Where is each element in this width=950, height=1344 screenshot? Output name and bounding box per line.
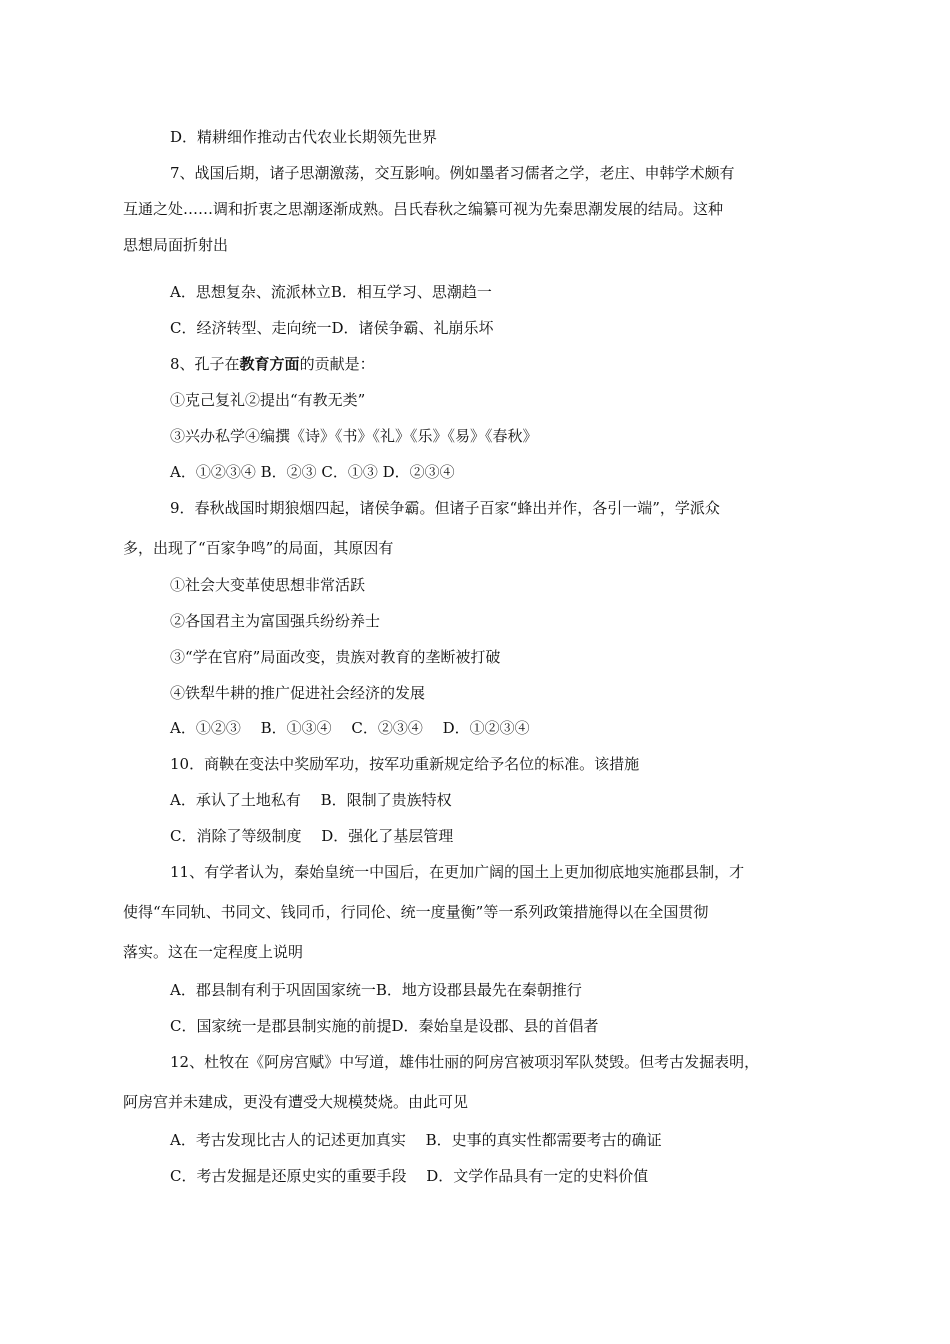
q6-option-d: D．精耕细作推动古代农业长期领先世界 xyxy=(170,128,438,146)
q10-options-cd: C．消除了等级制度 D．强化了基层管理 xyxy=(170,827,454,845)
q12-stem-line-2: 阿房宫并未建成，更没有遭受大规模焚烧。由此可见 xyxy=(123,1093,469,1111)
q12-options-ab: A．考古发现比古人的记述更加真实 B．史事的真实性都需要考古的确证 xyxy=(170,1131,662,1149)
q11-stem-line-2: 使得“车同轨、书同文、钱同币，行同伦、统一度量衡”等一系列政策措施得以在全国贯彻 xyxy=(123,903,709,921)
q7-options-ab: A．思想复杂、流派林立B．相互学习、思潮趋一 xyxy=(170,283,492,301)
q9-choice-1: ①社会大变革使思想非常活跃 xyxy=(170,576,366,594)
q7-stem-line-3: 思想局面折射出 xyxy=(123,236,229,254)
q7-stem-line-1: 7、战国后期，诸子思潮激荡，交互影响。例如墨者习儒者之学，老庄、申韩学术颇有 xyxy=(170,164,735,182)
q9-choice-4: ④铁犁牛耕的推广促进社会经济的发展 xyxy=(170,684,426,702)
q11-options-cd: C．国家统一是郡县制实施的前提D．秦始皇是设郡、县的首倡者 xyxy=(170,1017,599,1035)
q8-choice-3-4: ③兴办私学④编撰《诗》《书》《礼》《乐》《易》《春秋》 xyxy=(170,427,538,445)
q12-stem-line-1: 12、杜牧在《阿房宫赋》中写道，雄伟壮丽的阿房宫被项羽军队焚毁。但考古发掘表明， xyxy=(170,1053,760,1071)
q11-stem-line-3: 落实。这在一定程度上说明 xyxy=(123,943,304,961)
q9-stem-line-1: 9．春秋战国时期狼烟四起，诸侯争霸。但诸子百家“蜂出并作，各引一端”，学派众 xyxy=(170,499,720,517)
q8-stem-post: 的贡献是： xyxy=(299,355,375,373)
q8-stem-bold: 教育方面 xyxy=(239,355,300,373)
q10-stem: 10．商鞅在变法中奖励军功，按军功重新规定给予名位的标准。该措施 xyxy=(170,755,640,773)
q7-stem-line-2: 互通之处……调和折衷之思潮逐渐成熟。吕氏春秋之编纂可视为先秦思潮发展的结局。这种 xyxy=(123,200,724,218)
q9-stem-line-2: 多，出现了“百家争鸣”的局面，其原因有 xyxy=(123,539,394,557)
q11-stem-line-1: 11、有学者认为，秦始皇统一中国后，在更加广阔的国土上更加彻底地实施郡县制，才 xyxy=(170,863,745,881)
q11-options-ab: A．郡县制有利于巩固国家统一B．地方设郡县最先在秦朝推行 xyxy=(170,981,582,999)
q8-stem-pre: 8、孔子在 xyxy=(170,355,240,373)
q9-choice-2: ②各国君主为富国强兵纷纷养士 xyxy=(170,612,381,630)
q10-options-ab: A．承认了土地私有 B．限制了贵族特权 xyxy=(170,791,452,809)
q9-options: A．①②③ B．①③④ C．②③④ D．①②③④ xyxy=(170,719,530,737)
q7-options-cd: C．经济转型、走向统一D．诸侯争霸、礼崩乐坏 xyxy=(170,319,494,337)
q12-options-cd: C．考古发掘是还原史实的重要手段 D．文学作品具有一定的史料价值 xyxy=(170,1167,649,1185)
q9-choice-3: ③“学在官府”局面改变，贵族对教育的垄断被打破 xyxy=(170,648,501,666)
q8-stem xyxy=(170,354,375,374)
q8-choice-1-2: ①克己复礼②提出“有教无类” xyxy=(170,391,366,409)
q8-options: A．①②③④ B．②③ C．①③ D．②③④ xyxy=(170,463,455,481)
